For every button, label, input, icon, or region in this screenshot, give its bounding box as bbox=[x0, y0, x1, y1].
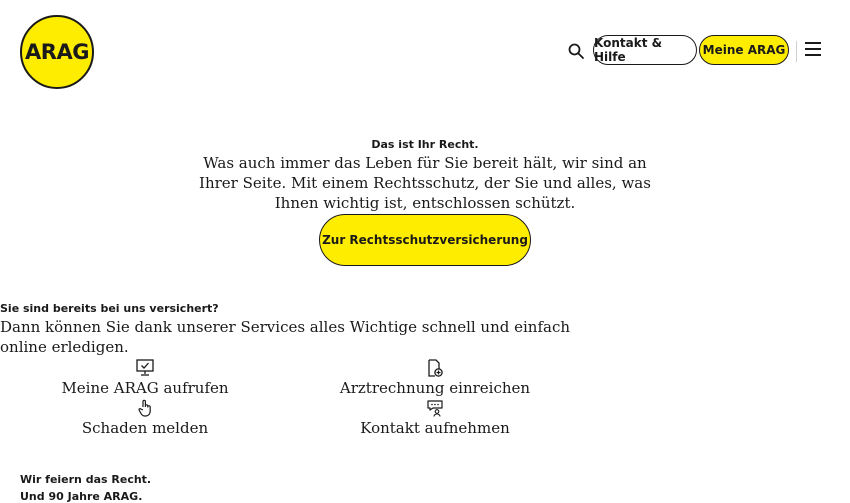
header-divider bbox=[796, 41, 797, 62]
monitor-check-icon bbox=[135, 359, 155, 377]
meine-arag-button[interactable] bbox=[699, 35, 789, 65]
service-label: Kontakt aufnehmen bbox=[360, 419, 510, 437]
service-arztrechnung-link[interactable] bbox=[290, 359, 580, 398]
hero-kicker: Das ist Ihr Recht. bbox=[371, 138, 479, 151]
chat-person-icon bbox=[425, 399, 445, 417]
arag-logo[interactable] bbox=[20, 15, 94, 89]
services-text: Dann können Sie dank unserer Services alles Wichtige schnell und einfach online erledigen. bbox=[0, 318, 571, 356]
service-label: Schaden melden bbox=[81, 419, 209, 437]
service-kontakt-link[interactable] bbox=[290, 399, 580, 438]
services-kicker: Sie sind bereits bei uns versichert? bbox=[0, 302, 219, 315]
service-label: Arztrechnung einreichen bbox=[339, 379, 531, 397]
logo-text: ARAG bbox=[25, 40, 89, 64]
service-schaden-melden-link[interactable] bbox=[0, 399, 290, 438]
rechtsschutz-cta-button[interactable] bbox=[319, 214, 531, 266]
search-button[interactable] bbox=[564, 39, 588, 63]
footer-kicker: Wir feiern das Recht. bbox=[20, 473, 152, 486]
footer-subtitle: Und 90 Jahre ARAG. bbox=[20, 490, 143, 503]
cta-label: Zur Rechtsschutzversicherung bbox=[322, 233, 528, 247]
search-icon bbox=[568, 43, 584, 59]
hero-text: Was auch immer das Leben für Sie bereit hält, wir sind an Ihrer Seite. Mit einem Rechtsschutz, der Sie und alles, was Ihnen wichtig ist, entschlossen schützt. bbox=[199, 154, 651, 212]
document-plus-icon bbox=[425, 359, 445, 377]
service-label: Meine ARAG aufrufen bbox=[61, 379, 229, 397]
meine-arag-label: Meine ARAG bbox=[702, 43, 786, 57]
contact-help-label: Kontakt & Hilfe bbox=[594, 36, 663, 64]
hand-pointer-icon bbox=[135, 399, 155, 417]
service-meine-arag-link[interactable] bbox=[0, 359, 290, 398]
contact-help-button[interactable] bbox=[593, 35, 697, 65]
hamburger-menu-icon[interactable] bbox=[805, 42, 821, 58]
